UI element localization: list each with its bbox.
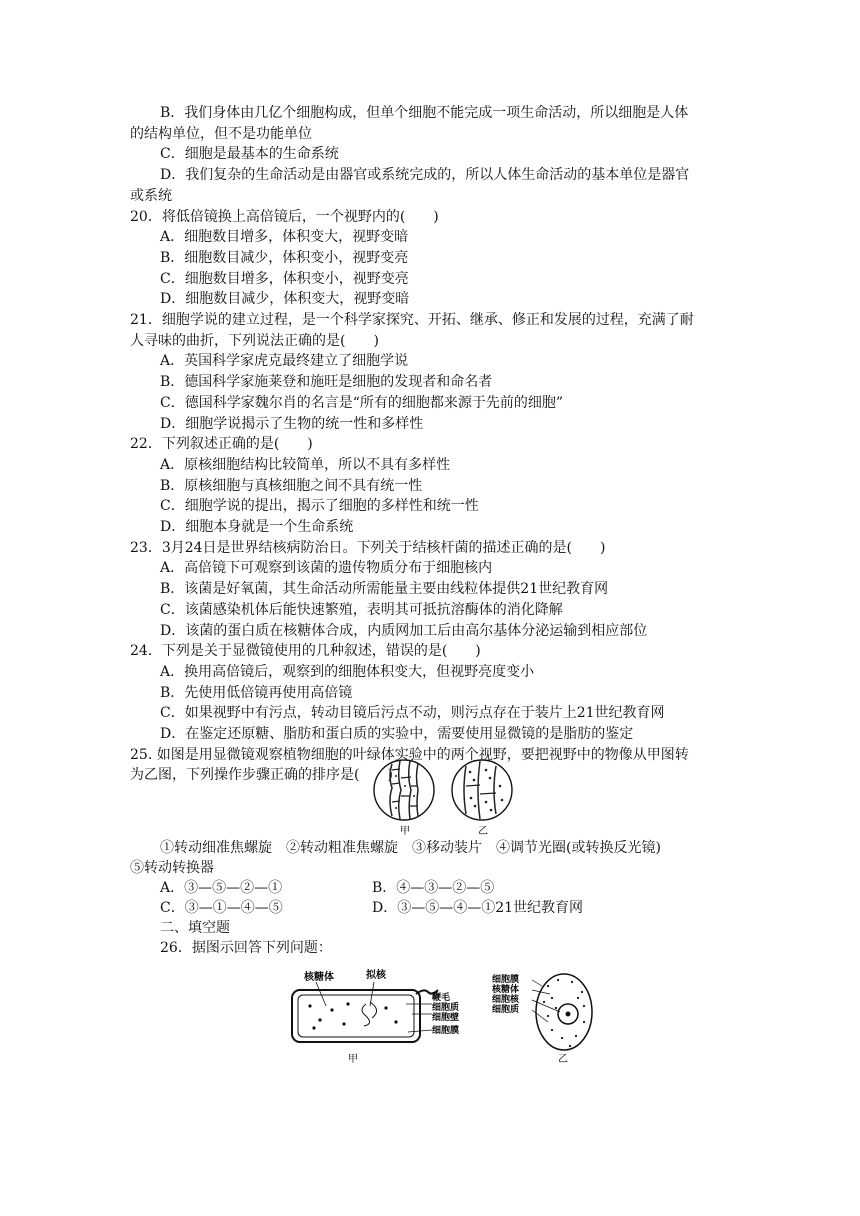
label-cytoplasm-left: 细胞质 — [432, 1003, 460, 1013]
text-line: B．细胞数目减少，体积变小，视野变亮 — [160, 249, 409, 266]
text-line: 25. 如图是用显微镜观察植物细胞的叶绿体实验中的两个视野，要把视野中的物像从甲图转 — [130, 746, 689, 763]
label-membrane-right: 细胞膜 — [492, 975, 520, 985]
q25-option-c: C．③—①—④—⑤ — [160, 900, 283, 916]
label-ribosome-right: 核糖体 — [492, 985, 520, 995]
fig1-label-yi: 乙 — [478, 826, 488, 837]
text-line: 或系统 — [130, 187, 172, 204]
fig2-caption-jia: 甲 — [348, 1054, 358, 1065]
label-flagellum: 鞭毛 — [432, 993, 451, 1003]
text-line: 22．下列叙述正确的是( ) — [130, 436, 313, 453]
eukaryote-diagram — [491, 973, 592, 1065]
text-line: 23．3月24日是世界结核病防治日。下列关于结核杆菌的描述正确的是( ) — [130, 539, 606, 556]
q25-steps-line-2: ⑤转动转换器 — [130, 860, 214, 876]
text-line: A．英国科学家虎克最终建立了细胞学说 — [160, 353, 409, 370]
text-line: D．在鉴定还原糖、脂肪和蛋白质的实验中，需要使用显微镜的是脂肪的鉴定 — [160, 726, 634, 742]
prokaryote-diagram — [292, 968, 459, 1065]
text-line: C．该菌感染机体后能快速繁殖，表明其可抵抗溶酶体的消化降解 — [160, 601, 563, 618]
text-line: A．高倍镜下可观察到该菌的遗传物质分布于细胞核内 — [160, 560, 493, 577]
text-line: A．细胞数目增多，体积变大，视野变暗 — [160, 229, 409, 246]
label-membrane-left: 细胞膜 — [432, 1026, 460, 1036]
label-nucleus: 细胞核 — [492, 995, 520, 1005]
label-cell-wall: 细胞壁 — [432, 1013, 460, 1023]
fig2-caption-yi: 乙 — [558, 1054, 568, 1065]
q26-prompt: 26．据图示回答下列问题： — [160, 940, 332, 956]
text-line: B．我们身体由几亿个细胞构成，但单个细胞不能完成一项生命活动，所以细胞是人体 — [160, 105, 689, 121]
text-line: 21．细胞学说的建立过程，是一个科学家探究、开拓、继承、修正和发展的过程，充满了耐 — [130, 312, 694, 328]
text-line: D．细胞本身就是一个生命系统 — [160, 519, 354, 535]
label-cytoplasm-right: 细胞质 — [492, 1005, 520, 1015]
q25-option-d: D．③—⑤—④—①21世纪教育网 — [372, 900, 584, 916]
section-heading-fill-in: 二、填空题 — [160, 920, 230, 936]
text-line: A．原核细胞结构比较简单，所以不具有多样性 — [160, 456, 451, 473]
text-line: A．换用高倍镜后，观察到的细胞体积变大，但视野亮度变小 — [160, 663, 535, 680]
microscope-views-figure — [370, 756, 530, 840]
text-line: D．细胞数目减少，体积变大，视野变暗 — [160, 291, 410, 308]
text-line: B．先使用低倍镜再使用高倍镜 — [160, 684, 353, 701]
text-line: 为乙图，下列操作步骤正确的排序是( ) — [130, 767, 393, 784]
text-line: 人寻味的曲折，下列说法正确的是( ) — [130, 332, 379, 349]
text-line: D．细胞学说揭示了生物的统一性和多样性 — [160, 415, 424, 432]
text-line: C．细胞学说的提出，揭示了细胞的多样性和统一性 — [160, 498, 479, 515]
text-line: 的结构单位，但不是功能单位 — [130, 125, 312, 142]
text-line: B．德国科学家施莱登和施旺是细胞的发现者和命名者 — [160, 374, 493, 391]
q25-steps-line-1: ①转动细准焦螺旋 ②转动粗准焦螺旋 ③移动装片 ④调节光圈(或转换反光镜) — [160, 840, 661, 856]
q25-option-a: A．③—⑤—②—① — [160, 880, 283, 896]
view-jia — [374, 760, 434, 820]
cell-diagram-figure — [286, 966, 596, 1066]
text-line: C．德国科学家魏尔肖的名言是“所有的细胞都来源于先前的细胞” — [160, 394, 564, 411]
text-line: 24．下列是关于显微镜使用的几种叙述，错误的是( ) — [130, 643, 481, 660]
q25-option-b: B．④—③—②—⑤ — [372, 880, 495, 896]
text-line: C．细胞是最基本的生命系统 — [160, 146, 339, 163]
text-line: D．该菌的蛋白质在核糖体合成，内质网加工后由高尔基体分泌运输到相应部位 — [160, 622, 648, 639]
text-line: C．细胞数目增多，体积变小，视野变亮 — [160, 270, 409, 287]
label-nucleoid: 拟核 — [366, 970, 386, 981]
label-ribosome-left: 核糖体 — [304, 972, 334, 983]
text-line: C．如果视野中有污点，转动目镜后污点不动，则污点存在于装片上21世纪教育网 — [160, 705, 665, 722]
text-line: D．我们复杂的生命活动是由器官或系统完成的，所以人体生命活动的基本单位是器官 — [160, 167, 690, 184]
text-line: B．原核细胞与真核细胞之间不具有统一性 — [160, 477, 423, 494]
text-line: B．该菌是好氧菌，其生命活动所需能量主要由线粒体提供21世纪教育网 — [160, 581, 609, 598]
view-yi — [452, 760, 512, 820]
fig1-label-jia: 甲 — [400, 826, 410, 837]
text-line: 20．将低倍镜换上高倍镜后，一个视野内的( ) — [130, 208, 439, 225]
